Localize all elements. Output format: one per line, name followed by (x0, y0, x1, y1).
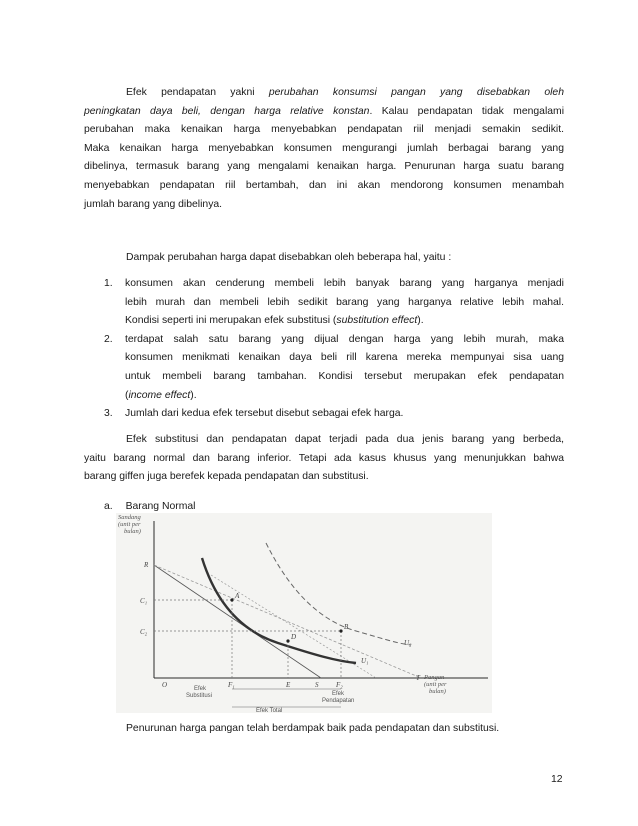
point-d (286, 639, 289, 642)
x-axis-label-line3: bulan) (429, 688, 446, 695)
label-u2: U₂ (404, 639, 412, 647)
italic-term: income effect (128, 389, 191, 401)
list-item-line: untuk membeli barang tambahan. Kondisi tersebut merupakan efek pendapatan (125, 370, 564, 382)
italic-term: substitution effect (336, 315, 418, 327)
text-line: Maka kenaikan harga menyebabkan konsumen mengurangi jumlah berbagai barang yang (84, 142, 564, 154)
text-line: menyebabkan pendapatan riil bertambah, dan ini akan mendorong konsumen menambah (84, 179, 564, 191)
list-item-line: (income effect). (125, 389, 197, 401)
label-s: S (315, 681, 319, 689)
list-number: 1. (104, 278, 113, 289)
paragraph-income-effect (84, 84, 564, 214)
text-line: yaitu barang normal dan barang inferior. Tetapi ada kasus khusus yang menunjukkan bahwa (84, 452, 564, 464)
text-line: Efek substitusi dan pendapatan dapat terjadi pada dua jenis barang yang berbeda, (126, 434, 564, 445)
efek-pendapatan-line1: Efek (332, 691, 345, 697)
italic-term: perubahan konsumsi pangan yang disebabkan oleh (268, 87, 564, 98)
text-line: dibelinya, termasuk barang yang mengalami kenaikan harga. Penurunan harga suatu barang (84, 161, 564, 173)
normal-goods-diagram (116, 513, 492, 713)
list-item (104, 275, 564, 331)
text-line: peningkatan daya beli, dengan harga relative konstan. Kalau pendapatan tidak mengalami (84, 105, 565, 117)
figure-caption: Penurunan harga pangan telah berdampak baik pada pendapatan dan substitusi. (126, 723, 500, 734)
efek-substitusi-line2: Substitusi (186, 693, 213, 699)
label-d: D (291, 633, 297, 641)
list-item (104, 405, 564, 424)
list-item-line: konsumen menikmati kenaikan daya beli rill karena mereka mempunyai sisa uang (125, 352, 564, 364)
label-r: R (144, 561, 149, 569)
x-axis-label-line2: (unit per (424, 681, 447, 688)
label-a: A (235, 592, 240, 600)
label-f1: F₁ (228, 681, 235, 689)
text-line: perubahan maka kenaikan harga menyebabkan pendapatan riil menjadi semakin sedikit. (84, 124, 564, 136)
list-item-line: terdapat salah satu barang yang dijual dengan harga yang lebih murah, maka (125, 333, 564, 345)
list-item (104, 331, 564, 405)
list-number: 2. (104, 333, 113, 345)
label-o: O (162, 681, 168, 689)
efek-substitusi-line1: Efek (194, 686, 207, 692)
label-c2: C₂ (140, 628, 148, 636)
point-b (339, 629, 342, 632)
list-intro: Dampak perubahan harga dapat disebabkan oleh beberapa hal, yaitu : (126, 252, 452, 263)
text-line: barang giffen juga berefek kepada pendapatan dan substitusi. (84, 471, 369, 483)
y-axis-label-line3: bulan) (124, 528, 141, 535)
label-t: T (416, 674, 420, 682)
efek-total-label: Efek Total (256, 708, 283, 713)
numbered-list (104, 275, 564, 424)
list-item-line: Kondisi seperti ini merupakan efek substitusi (substitution effect). (125, 315, 424, 327)
paragraph-goods-types (84, 431, 564, 487)
sublist-marker: a. (104, 501, 113, 512)
sublist-label: Barang Normal (125, 501, 196, 512)
label-c1: C₁ (140, 597, 148, 605)
italic-term: peningkatan daya beli, dengan harga relative konstan (84, 105, 370, 117)
label-b: B (344, 623, 349, 631)
y-axis-label-line2: (unit per (118, 521, 141, 528)
list-item-line: konsumen akan cenderung membeli lebih banyak barang yang harganya menjadi (125, 278, 564, 289)
efek-pendapatan-line2: Pendapatan (322, 698, 355, 704)
page-number: 12 (551, 774, 563, 785)
list-number: 3. (104, 408, 113, 420)
list-item-line: lebih murah dan membeli lebih sedikit barang yang harganya relative lebih mahal. (125, 296, 564, 308)
x-axis-label-line1: Pangan (424, 674, 445, 681)
label-u1: U₁ (361, 657, 369, 665)
list-item-line: Jumlah dari kedua efek tersebut disebut sebagai efek harga. (125, 408, 404, 420)
text-line: Efek pendapatan yakni perubahan konsumsi pangan yang disebabkan oleh (126, 87, 564, 98)
y-axis-label-line1: Sandang (118, 514, 141, 521)
label-f2: F₂ (336, 681, 343, 689)
label-e: E (286, 681, 291, 689)
point-a (230, 598, 233, 601)
text-line: jumlah barang yang dibelinya. (84, 198, 223, 210)
